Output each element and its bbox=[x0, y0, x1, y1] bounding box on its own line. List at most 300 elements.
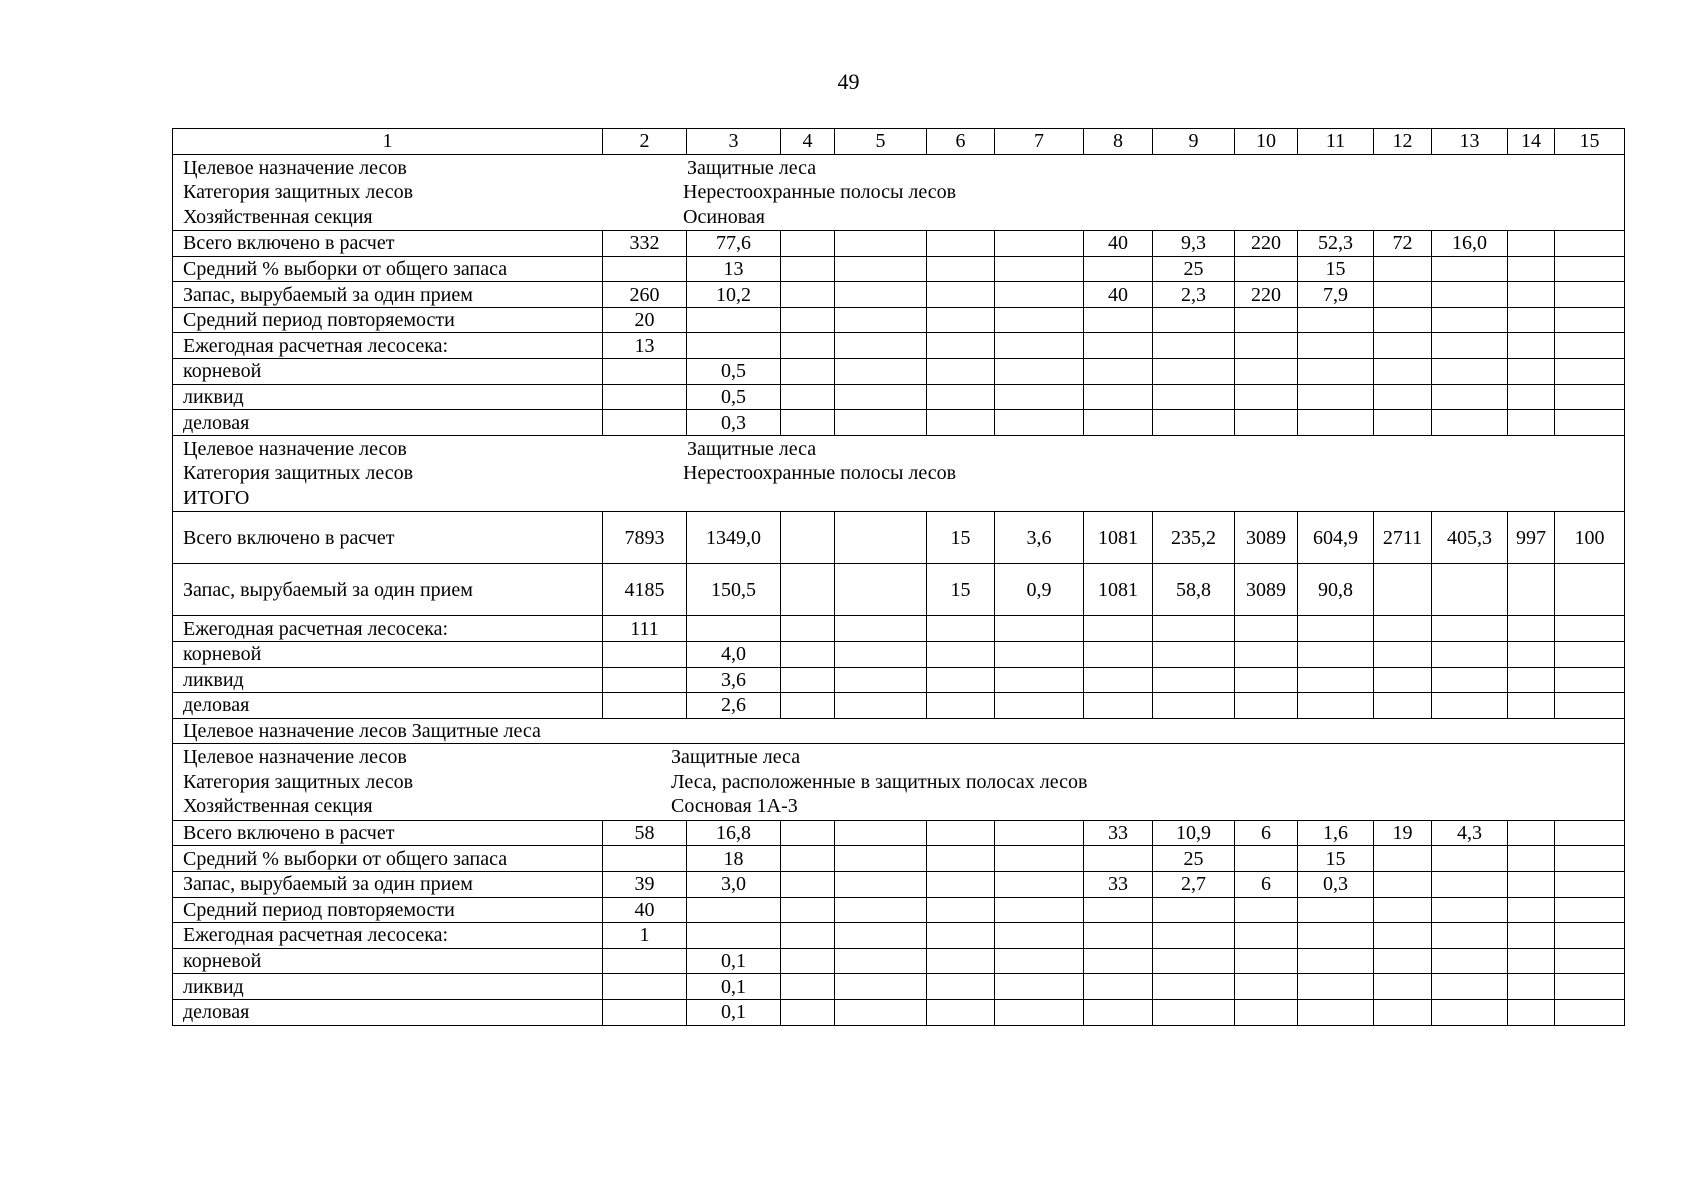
data-cell bbox=[1374, 667, 1432, 693]
data-cell bbox=[1153, 641, 1235, 667]
data-cell bbox=[835, 333, 927, 359]
data-cell: 1,6 bbox=[1298, 820, 1374, 846]
data-cell: 405,3 bbox=[1432, 512, 1508, 564]
data-cell bbox=[835, 974, 927, 1000]
data-cell bbox=[1153, 974, 1235, 1000]
column-number-cell: 8 bbox=[1084, 129, 1153, 155]
section-header-row bbox=[173, 435, 1625, 512]
data-cell bbox=[995, 820, 1084, 846]
data-cell bbox=[1235, 616, 1298, 642]
data-cell bbox=[687, 333, 781, 359]
data-cell bbox=[781, 231, 835, 257]
data-cell bbox=[1374, 923, 1432, 949]
data-cell bbox=[1084, 693, 1153, 719]
data-cell bbox=[603, 384, 687, 410]
section-header-block bbox=[173, 155, 1624, 231]
data-cell: 997 bbox=[1508, 512, 1555, 564]
data-cell bbox=[1432, 872, 1508, 898]
column-number-cell: 15 bbox=[1555, 129, 1625, 155]
data-cell: 0,1 bbox=[687, 974, 781, 1000]
data-cell: 25 bbox=[1153, 256, 1235, 282]
column-number-cell: 12 bbox=[1374, 129, 1432, 155]
data-cell bbox=[835, 359, 927, 385]
row-label: ликвид bbox=[173, 667, 603, 693]
data-cell bbox=[927, 897, 995, 923]
data-cell bbox=[1235, 359, 1298, 385]
data-cell bbox=[603, 693, 687, 719]
data-cell: 2,7 bbox=[1153, 872, 1235, 898]
economic-section-label: Хозяйственная секция bbox=[183, 795, 373, 818]
data-cell bbox=[1432, 256, 1508, 282]
data-cell bbox=[1153, 359, 1235, 385]
purpose-value: Защитные леса bbox=[687, 437, 817, 460]
data-cell bbox=[687, 923, 781, 949]
data-row bbox=[173, 897, 1625, 923]
data-cell: 604,9 bbox=[1298, 512, 1374, 564]
data-cell bbox=[1508, 667, 1555, 693]
data-cell bbox=[1555, 256, 1625, 282]
data-cell bbox=[603, 846, 687, 872]
data-cell bbox=[1555, 693, 1625, 719]
group-title-row bbox=[173, 718, 1625, 744]
data-cell bbox=[1153, 616, 1235, 642]
data-cell: 10,9 bbox=[1153, 820, 1235, 846]
data-cell bbox=[1235, 333, 1298, 359]
data-cell bbox=[1555, 307, 1625, 333]
data-cell bbox=[1432, 282, 1508, 308]
data-cell: 58,8 bbox=[1153, 564, 1235, 616]
data-cell bbox=[1084, 616, 1153, 642]
data-cell bbox=[835, 616, 927, 642]
data-cell: 72 bbox=[1374, 231, 1432, 257]
data-cell bbox=[1153, 693, 1235, 719]
data-cell bbox=[1298, 616, 1374, 642]
row-label: Средний % выборки от общего запаса bbox=[173, 846, 603, 872]
data-cell bbox=[1432, 307, 1508, 333]
data-cell bbox=[1555, 333, 1625, 359]
data-cell bbox=[927, 333, 995, 359]
section-header-row bbox=[173, 154, 1625, 231]
data-cell bbox=[927, 616, 995, 642]
data-cell bbox=[1432, 846, 1508, 872]
data-cell bbox=[1508, 693, 1555, 719]
data-cell bbox=[1555, 897, 1625, 923]
section-header-cell bbox=[173, 435, 1625, 512]
data-cell bbox=[1153, 667, 1235, 693]
data-cell bbox=[1084, 359, 1153, 385]
data-cell bbox=[1432, 564, 1508, 616]
data-cell bbox=[781, 897, 835, 923]
data-cell bbox=[603, 999, 687, 1025]
row-label: Всего включено в расчет bbox=[173, 512, 603, 564]
data-cell: 40 bbox=[1084, 231, 1153, 257]
data-cell bbox=[1374, 897, 1432, 923]
data-row bbox=[173, 974, 1625, 1000]
data-cell bbox=[603, 667, 687, 693]
data-cell bbox=[1508, 384, 1555, 410]
data-cell bbox=[687, 897, 781, 923]
data-cell: 13 bbox=[603, 333, 687, 359]
data-cell bbox=[1374, 974, 1432, 1000]
data-cell bbox=[1153, 333, 1235, 359]
category-value: Нерестоохранные полосы лесов bbox=[683, 462, 957, 485]
column-number-row bbox=[173, 129, 1625, 155]
data-cell bbox=[835, 667, 927, 693]
data-cell bbox=[1432, 667, 1508, 693]
data-cell bbox=[927, 231, 995, 257]
section-header-cell bbox=[173, 744, 1625, 821]
data-cell bbox=[1153, 307, 1235, 333]
data-cell: 111 bbox=[603, 616, 687, 642]
data-cell: 1081 bbox=[1084, 512, 1153, 564]
data-cell bbox=[1555, 410, 1625, 436]
data-cell: 10,2 bbox=[687, 282, 781, 308]
data-row bbox=[173, 846, 1625, 872]
data-cell: 0,3 bbox=[1298, 872, 1374, 898]
data-cell: 0,3 bbox=[687, 410, 781, 436]
data-cell bbox=[1432, 974, 1508, 1000]
column-number-cell: 10 bbox=[1235, 129, 1298, 155]
row-label: корневой bbox=[173, 359, 603, 385]
data-cell bbox=[1555, 999, 1625, 1025]
data-cell bbox=[781, 693, 835, 719]
data-cell bbox=[1432, 948, 1508, 974]
data-cell bbox=[1235, 923, 1298, 949]
data-cell bbox=[1153, 897, 1235, 923]
category-label: Категория защитных лесов bbox=[183, 181, 414, 204]
data-cell bbox=[603, 641, 687, 667]
data-cell bbox=[1374, 846, 1432, 872]
data-cell: 77,6 bbox=[687, 231, 781, 257]
data-cell: 0,5 bbox=[687, 384, 781, 410]
data-cell bbox=[1084, 307, 1153, 333]
data-cell bbox=[1555, 384, 1625, 410]
data-cell bbox=[995, 256, 1084, 282]
page-number: 49 bbox=[837, 69, 860, 94]
data-cell bbox=[603, 256, 687, 282]
data-cell bbox=[1374, 359, 1432, 385]
data-cell bbox=[927, 384, 995, 410]
data-cell bbox=[927, 923, 995, 949]
data-cell bbox=[1555, 923, 1625, 949]
data-cell bbox=[1374, 410, 1432, 436]
data-cell: 15 bbox=[1298, 846, 1374, 872]
data-cell bbox=[927, 872, 995, 898]
data-row bbox=[173, 693, 1625, 719]
column-number-cell: 3 bbox=[687, 129, 781, 155]
data-cell bbox=[1508, 897, 1555, 923]
category-label: Категория защитных лесов bbox=[183, 462, 414, 485]
data-cell bbox=[1432, 359, 1508, 385]
column-number-cell: 14 bbox=[1508, 129, 1555, 155]
data-cell bbox=[995, 897, 1084, 923]
column-number-cell: 2 bbox=[603, 129, 687, 155]
data-cell bbox=[603, 410, 687, 436]
data-cell bbox=[1235, 897, 1298, 923]
data-cell bbox=[1298, 333, 1374, 359]
data-cell: 7,9 bbox=[1298, 282, 1374, 308]
data-cell bbox=[1298, 897, 1374, 923]
row-label: Ежегодная расчетная лесосека: bbox=[173, 923, 603, 949]
data-cell: 3089 bbox=[1235, 512, 1298, 564]
data-cell bbox=[781, 564, 835, 616]
data-row bbox=[173, 872, 1625, 898]
data-cell: 18 bbox=[687, 846, 781, 872]
group-title: Целевое назначение лесов Защитные леса bbox=[173, 718, 1625, 744]
data-cell bbox=[835, 923, 927, 949]
data-cell bbox=[1153, 384, 1235, 410]
row-label: Средний период повторяемости bbox=[173, 307, 603, 333]
data-cell bbox=[1555, 641, 1625, 667]
data-cell bbox=[1153, 948, 1235, 974]
section-header-block bbox=[173, 436, 1624, 512]
data-cell: 9,3 bbox=[1153, 231, 1235, 257]
data-cell bbox=[1298, 410, 1374, 436]
data-cell bbox=[1432, 384, 1508, 410]
data-cell bbox=[835, 999, 927, 1025]
data-cell bbox=[1374, 282, 1432, 308]
data-row bbox=[173, 667, 1625, 693]
data-cell bbox=[1508, 872, 1555, 898]
data-cell bbox=[835, 820, 927, 846]
data-cell bbox=[603, 974, 687, 1000]
data-cell bbox=[1555, 948, 1625, 974]
economic-section-value: Осиновая bbox=[683, 205, 765, 228]
data-cell bbox=[1432, 999, 1508, 1025]
data-cell bbox=[1374, 999, 1432, 1025]
data-cell bbox=[1508, 616, 1555, 642]
data-cell bbox=[1508, 256, 1555, 282]
data-cell: 40 bbox=[1084, 282, 1153, 308]
data-cell bbox=[1374, 307, 1432, 333]
data-cell bbox=[1508, 641, 1555, 667]
data-row bbox=[173, 641, 1625, 667]
data-cell: 332 bbox=[603, 231, 687, 257]
data-row bbox=[173, 384, 1625, 410]
section-header-cell bbox=[173, 154, 1625, 231]
data-cell bbox=[1508, 999, 1555, 1025]
data-cell: 7893 bbox=[603, 512, 687, 564]
data-cell: 33 bbox=[1084, 820, 1153, 846]
data-cell bbox=[1555, 872, 1625, 898]
data-cell bbox=[1508, 923, 1555, 949]
data-cell bbox=[1298, 999, 1374, 1025]
data-cell bbox=[995, 693, 1084, 719]
purpose-value: Защитные леса bbox=[671, 746, 801, 769]
data-cell bbox=[1508, 564, 1555, 616]
column-number-cell: 9 bbox=[1153, 129, 1235, 155]
data-cell bbox=[835, 897, 927, 923]
data-cell bbox=[995, 384, 1084, 410]
data-cell bbox=[1432, 923, 1508, 949]
data-cell bbox=[1298, 384, 1374, 410]
table-body bbox=[173, 129, 1625, 1026]
data-cell bbox=[1084, 667, 1153, 693]
data-cell: 1 bbox=[603, 923, 687, 949]
data-cell bbox=[1555, 231, 1625, 257]
data-cell: 58 bbox=[603, 820, 687, 846]
data-cell bbox=[687, 307, 781, 333]
data-cell: 19 bbox=[1374, 820, 1432, 846]
data-cell bbox=[927, 410, 995, 436]
data-cell bbox=[1374, 641, 1432, 667]
data-cell: 2,3 bbox=[1153, 282, 1235, 308]
purpose-value: Защитные леса bbox=[687, 156, 817, 179]
data-cell bbox=[781, 641, 835, 667]
data-cell bbox=[995, 974, 1084, 1000]
data-cell: 25 bbox=[1153, 846, 1235, 872]
column-number-cell: 7 bbox=[995, 129, 1084, 155]
section-header-row bbox=[173, 744, 1625, 821]
data-cell bbox=[1298, 359, 1374, 385]
data-cell bbox=[1508, 846, 1555, 872]
data-cell bbox=[1508, 820, 1555, 846]
data-cell bbox=[1432, 410, 1508, 436]
data-cell bbox=[835, 693, 927, 719]
data-cell: 0,1 bbox=[687, 948, 781, 974]
data-cell bbox=[1432, 693, 1508, 719]
column-number-cell: 13 bbox=[1432, 129, 1508, 155]
data-cell: 3,0 bbox=[687, 872, 781, 898]
data-cell bbox=[1508, 974, 1555, 1000]
data-cell: 20 bbox=[603, 307, 687, 333]
data-cell bbox=[995, 923, 1084, 949]
data-cell: 100 bbox=[1555, 512, 1625, 564]
data-cell: 3089 bbox=[1235, 564, 1298, 616]
data-cell: 13 bbox=[687, 256, 781, 282]
data-cell bbox=[1235, 999, 1298, 1025]
allowable-cut-table bbox=[172, 128, 1625, 1026]
data-cell bbox=[781, 948, 835, 974]
data-cell bbox=[835, 307, 927, 333]
data-cell bbox=[995, 307, 1084, 333]
data-cell bbox=[995, 410, 1084, 436]
data-cell bbox=[1374, 384, 1432, 410]
section-header-block bbox=[173, 744, 1624, 820]
data-cell bbox=[781, 512, 835, 564]
data-cell: 0,1 bbox=[687, 999, 781, 1025]
data-cell bbox=[1084, 923, 1153, 949]
data-cell bbox=[1374, 693, 1432, 719]
data-cell bbox=[781, 307, 835, 333]
row-label: корневой bbox=[173, 641, 603, 667]
data-row bbox=[173, 410, 1625, 436]
data-cell bbox=[1508, 307, 1555, 333]
data-cell bbox=[1555, 359, 1625, 385]
data-cell bbox=[995, 616, 1084, 642]
data-cell bbox=[1153, 999, 1235, 1025]
data-cell bbox=[927, 307, 995, 333]
data-cell: 4,0 bbox=[687, 641, 781, 667]
data-cell bbox=[995, 231, 1084, 257]
data-cell bbox=[1084, 410, 1153, 436]
data-cell: 150,5 bbox=[687, 564, 781, 616]
data-cell: 235,2 bbox=[1153, 512, 1235, 564]
economic-section-value: Сосновая 1А-3 bbox=[671, 795, 798, 818]
category-value: Нерестоохранные полосы лесов bbox=[683, 181, 957, 204]
data-cell bbox=[995, 872, 1084, 898]
data-cell bbox=[927, 641, 995, 667]
data-cell bbox=[1555, 820, 1625, 846]
data-cell bbox=[1374, 872, 1432, 898]
data-cell: 4185 bbox=[603, 564, 687, 616]
column-number-cell: 4 bbox=[781, 129, 835, 155]
data-cell bbox=[1555, 974, 1625, 1000]
data-cell bbox=[687, 616, 781, 642]
data-cell bbox=[1235, 641, 1298, 667]
data-cell: 39 bbox=[603, 872, 687, 898]
data-cell bbox=[1084, 384, 1153, 410]
row-label: Средний % выборки от общего запаса bbox=[173, 256, 603, 282]
data-cell bbox=[1235, 307, 1298, 333]
data-cell bbox=[927, 282, 995, 308]
data-cell bbox=[1153, 923, 1235, 949]
data-cell bbox=[1555, 282, 1625, 308]
row-label: корневой bbox=[173, 948, 603, 974]
data-cell: 2,6 bbox=[687, 693, 781, 719]
data-cell: 15 bbox=[927, 564, 995, 616]
data-cell bbox=[1432, 897, 1508, 923]
data-cell bbox=[995, 641, 1084, 667]
data-cell bbox=[1555, 616, 1625, 642]
data-cell bbox=[781, 359, 835, 385]
purpose-label: Целевое назначение лесов bbox=[183, 156, 407, 179]
data-cell bbox=[1508, 282, 1555, 308]
data-row bbox=[173, 282, 1625, 308]
data-cell bbox=[1084, 846, 1153, 872]
data-row bbox=[173, 820, 1625, 846]
row-label: Всего включено в расчет bbox=[173, 820, 603, 846]
data-row bbox=[173, 256, 1625, 282]
data-cell bbox=[1084, 974, 1153, 1000]
data-cell bbox=[835, 231, 927, 257]
data-cell bbox=[995, 999, 1084, 1025]
data-cell bbox=[927, 948, 995, 974]
data-cell bbox=[835, 846, 927, 872]
row-label: Всего включено в расчет bbox=[173, 231, 603, 257]
row-label: Ежегодная расчетная лесосека: bbox=[173, 333, 603, 359]
data-cell bbox=[927, 693, 995, 719]
data-cell: 6 bbox=[1235, 872, 1298, 898]
data-row bbox=[173, 564, 1625, 616]
data-cell bbox=[1298, 948, 1374, 974]
data-cell bbox=[1235, 693, 1298, 719]
data-cell bbox=[1235, 256, 1298, 282]
purpose-label: Целевое назначение лесов bbox=[183, 437, 407, 460]
data-cell bbox=[1235, 846, 1298, 872]
data-cell: 33 bbox=[1084, 872, 1153, 898]
data-cell bbox=[1235, 667, 1298, 693]
data-cell bbox=[1235, 974, 1298, 1000]
data-cell bbox=[835, 948, 927, 974]
data-cell bbox=[781, 616, 835, 642]
data-cell bbox=[1298, 667, 1374, 693]
data-cell bbox=[781, 923, 835, 949]
data-cell: 2711 bbox=[1374, 512, 1432, 564]
data-cell bbox=[995, 359, 1084, 385]
data-row bbox=[173, 923, 1625, 949]
data-cell bbox=[1555, 564, 1625, 616]
data-cell bbox=[1508, 359, 1555, 385]
data-cell bbox=[1084, 256, 1153, 282]
data-cell bbox=[1374, 256, 1432, 282]
data-cell bbox=[995, 948, 1084, 974]
data-cell bbox=[927, 974, 995, 1000]
row-label: деловая bbox=[173, 410, 603, 436]
data-cell bbox=[1555, 667, 1625, 693]
data-cell bbox=[927, 256, 995, 282]
data-cell bbox=[1508, 410, 1555, 436]
